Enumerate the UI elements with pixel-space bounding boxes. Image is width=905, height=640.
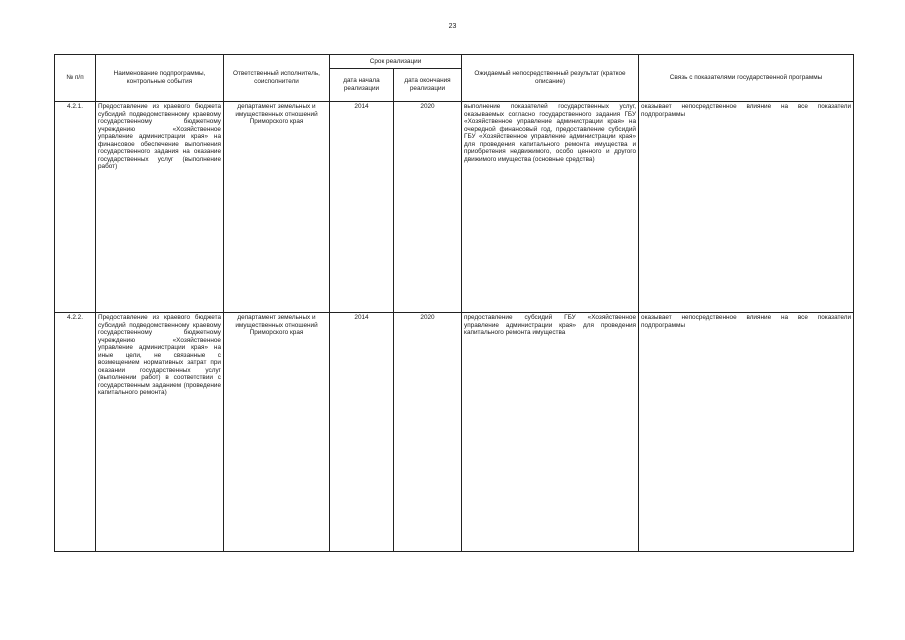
header-start-date: дата начала реализации [330,69,394,102]
row-link: оказывает непосредственное влияние на все показатели подпрограммы [639,313,854,552]
row-responsible: департамент земельных и имущественных отношений Приморского края [224,313,330,552]
row-name: Предоставление из краевого бюджета субсидий подведомственному краевому государственному бюджетному учреждению «Хозяйственное управление администрации края» на иные цели, не связанные с возмещением нормативных затрат при оказании государственных услуг (выполнении работ) в соответствии с государственным заданием (проведение капитального ремонта) [96,313,224,552]
row-end: 2020 [394,102,462,313]
row-start: 2014 [330,313,394,552]
row-link: оказывает непосредственное влияние на все показатели подпрограммы [639,102,854,313]
header-link: Связь с показателями государственной программы [639,55,854,102]
row-responsible: департамент земельных и имущественных отношений Приморского края [224,102,330,313]
table-row [55,102,854,313]
header-period: Срок реализации [330,55,462,69]
row-end: 2020 [394,313,462,552]
header-name: Наименование подпрограммы, контрольные события [96,55,224,102]
header-result: Ожидаемый непосредственный результат (краткое описание) [462,55,639,102]
header-num: № п/п [55,55,96,102]
row-name: Предоставление из краевого бюджета субсидий подведомственному краевому государственному бюджетному учреждению «Хозяйственное управление администрации края» на финансовое обеспечение выполнения государственного задания на оказание государственных услуг (выполнение работ) [96,102,224,313]
table-header-row [55,55,854,69]
header-end-date: дата окончания реализации [394,69,462,102]
row-num: 4.2.2. [55,313,96,552]
row-start: 2014 [330,102,394,313]
header-responsible: Ответственный исполнитель, соисполнители [224,55,330,102]
row-num: 4.2.1. [55,102,96,313]
page-number: 23 [448,23,457,30]
table-row [55,313,854,552]
row-result: предоставление субсидий ГБУ «Хозяйственное управление администрации края» для проведения капитального ремонта имущества [462,313,639,552]
program-events-table [54,54,854,552]
row-result: выполнение показателей государственных услуг, оказываемых согласно государственного задания ГБУ «Хозяйственное управление администрации края» на очередной финансовый год, предоставление субсидий ГБУ «Хозяйственное управление администрации края» для проведения капитального ремонта имущества и приобретения недвижимого, особо ценного и другого движимого имущества (основные средства) [462,102,639,313]
